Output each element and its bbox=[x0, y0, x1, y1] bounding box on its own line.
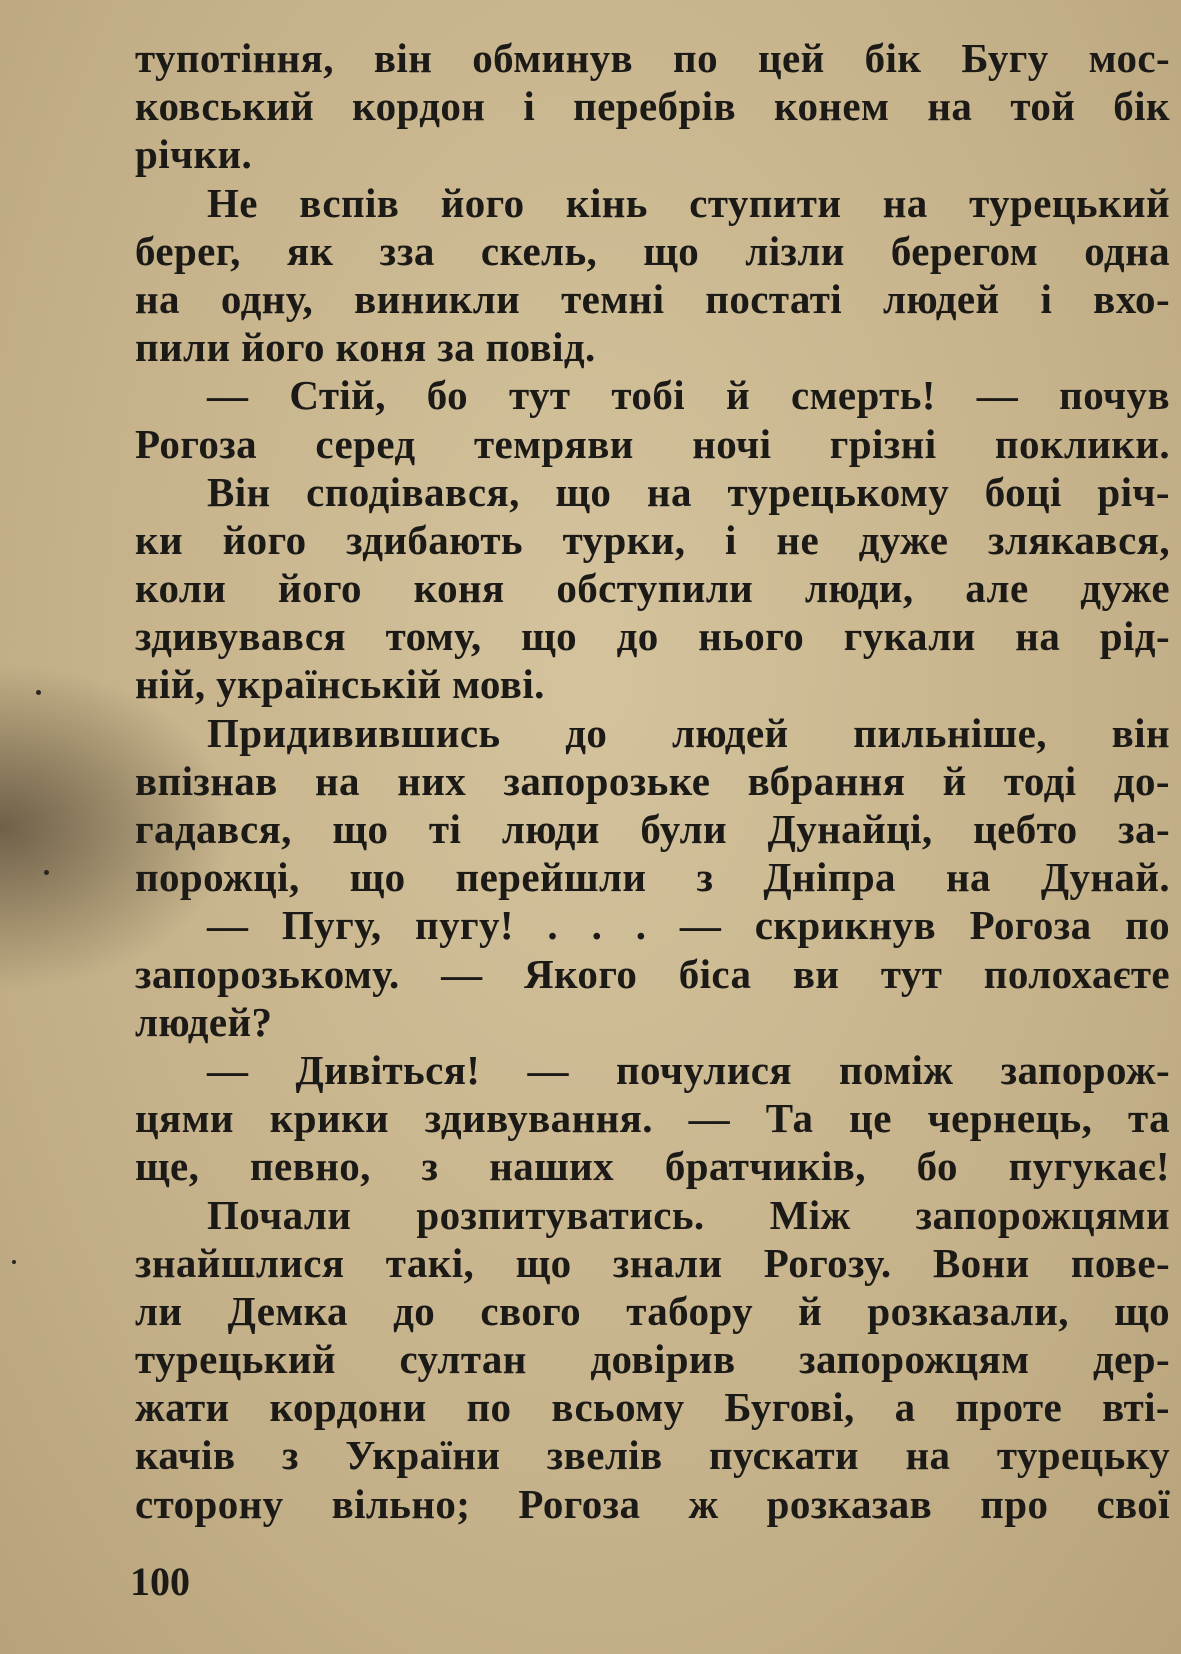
text-line: ще, певно, з наших братчиків, бо пугукає! bbox=[135, 1143, 1170, 1190]
text-line: річки. bbox=[135, 131, 253, 178]
text-line: запорозькому. — Якого біса ви тут полохаєте bbox=[135, 950, 1170, 997]
text-line: качів з України звелів пускати на турецьку bbox=[135, 1432, 1170, 1479]
text-line: — Стій, бо тут тобі й смерть! — почув bbox=[207, 372, 1170, 419]
text-line: впізнав на них запорозьке вбрання й тоді до- bbox=[135, 757, 1170, 804]
text-line: тупотіння, він обминув по цей бік Бугу мос- bbox=[135, 35, 1170, 81]
text-line: Він сподівався, що на турецькому боці річ- bbox=[207, 468, 1170, 515]
paper-speck bbox=[12, 1260, 16, 1264]
text-line: порожці, що перейшли з Дніпра на Дунай. bbox=[135, 854, 1170, 901]
text-line: здивувався тому, що до нього гукали на рід- bbox=[135, 613, 1170, 660]
text-line: — Пугу, пугу! . . . — скрикнув Рогоза по bbox=[207, 902, 1170, 949]
text-line: сторону вільно; Рогоза ж розказав про свої bbox=[135, 1480, 1170, 1527]
text-line: Почали розпитуватись. Між запорожцями bbox=[207, 1191, 1170, 1238]
text-line: — Дивіться! — почулися поміж запорож- bbox=[207, 1046, 1170, 1093]
text-line: гадався, що ті люди були Дунайці, цебто за- bbox=[135, 806, 1170, 852]
text-line: цями крики здивування. — Та це чернець, та bbox=[135, 1095, 1170, 1142]
page-number: 100 bbox=[130, 1559, 190, 1604]
paper-speck bbox=[36, 690, 41, 695]
text-line: на одну, виникли темні постаті людей і вхо- bbox=[135, 275, 1170, 322]
text-line: ній, українській мові. bbox=[135, 661, 545, 708]
text-line: пили його коня за повід. bbox=[135, 324, 596, 371]
text-line: Придивившись до людей пильніше, він bbox=[207, 709, 1170, 756]
text-line: берег, як зза скель, що лізли берегом одна bbox=[135, 227, 1170, 274]
text-line: ковський кордон і перебрів конем на той бік bbox=[135, 83, 1170, 130]
body-text bbox=[135, 34, 1170, 1528]
paper-speck bbox=[44, 870, 49, 875]
text-line: коли його коня обступили люди, але дуже bbox=[135, 565, 1170, 612]
text-line: знайшлися такі, що знали Рогозу. Вони пове- bbox=[135, 1239, 1170, 1286]
text-line: Не вспів його кінь ступити на турецький bbox=[207, 179, 1170, 226]
text-line: турецький султан довірив запорожцям дер- bbox=[135, 1336, 1170, 1383]
text-line: жати кордони по всьому Бугові, а проте вті- bbox=[135, 1384, 1170, 1431]
text-line: ли Демка до свого табору й розказали, що bbox=[135, 1287, 1170, 1334]
text-line: людей? bbox=[135, 998, 273, 1045]
text-line: Рогоза серед темряви ночі грізні поклики. bbox=[135, 420, 1170, 467]
text-line: ки його здибають турки, і не дуже злякався, bbox=[135, 516, 1170, 563]
